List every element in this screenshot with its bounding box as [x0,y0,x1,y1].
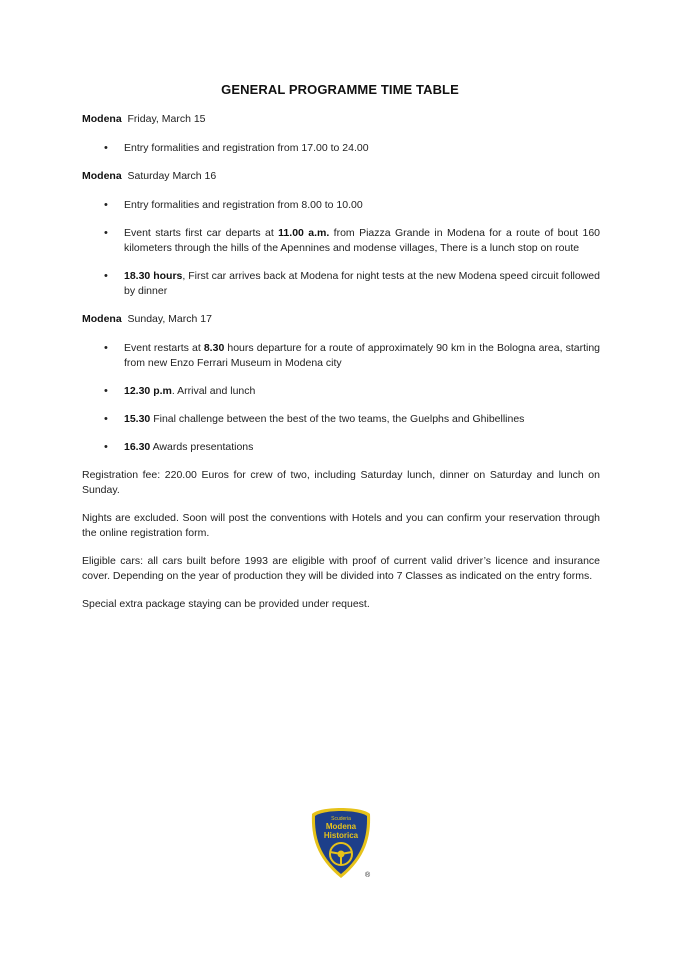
item-text: . Arrival and lunch [171,385,256,397]
list-item [82,341,600,371]
item-time: 18.30 hours [124,270,183,282]
nights-paragraph: Nights are excluded. Soon will post the conventions with Hotels and you can confirm your reservation through the online registration form. [82,512,600,539]
day-items [82,341,600,455]
day-place: Modena [82,113,122,125]
logo-line-2: Modena [325,822,357,831]
item-text: Entry formalities and registration from 17.00 to 24.00 [124,142,369,154]
day-heading [82,169,600,184]
bullet-icon: • [104,441,108,453]
logo-line-3: Historica [323,831,359,840]
bullet-icon: • [104,270,108,282]
item-text: , First car arrives back at Modena for night tests at the new Modena speed circuit followed by dinner [124,270,600,297]
bullet-icon: • [104,142,108,154]
item-time: 12.30 p.m [124,385,172,397]
list-item [82,412,600,427]
bullet-icon: • [104,342,108,354]
item-text: Final challenge between the best of the two teams, the Guelphs and Ghibellines [150,413,525,425]
list-item [82,269,600,299]
extra-package-paragraph: Special extra package staying can be provided under request. [82,598,370,610]
item-pre: Event restarts at [124,342,204,354]
bullet-icon: • [104,227,108,239]
list-item [82,198,600,213]
day-items [82,198,600,299]
list-item [82,384,600,399]
item-pre: Event starts first car departs at [124,227,279,239]
day-place: Modena [82,170,122,182]
item-text: Entry formalities and registration from 8.00 to 10.00 [124,199,363,211]
list-item [82,141,600,156]
logo-line-1: Scuderia [331,816,351,822]
registration-fee-paragraph: Registration fee: 220.00 Euros for crew of two, including Saturday lunch, dinner on Saturday and lunch on Sunday. [82,469,600,496]
item-text: Awards presentations [150,441,254,453]
bullet-icon: • [104,385,108,397]
list-item [82,226,600,256]
bullet-icon: • [104,413,108,425]
day-date: Saturday March 16 [127,170,217,182]
day-items [82,141,600,156]
eligible-cars-paragraph: Eligible cars: all cars built before 1993 are eligible with proof of current valid driver’s licence and insurance cover. Depending on the year of production they will be divided into 7 Classes as indicated on the entry forms. [82,555,600,582]
scuderia-modena-historica-logo [310,806,372,880]
item-time: 11.00 a.m. [278,227,330,239]
item-time: 16.30 [124,441,151,453]
document-body [82,112,600,625]
day-heading [82,112,600,127]
day-section-saturday [82,169,600,299]
registered-mark: ® [365,872,371,879]
item-text: hours departure for a route of approximately 90 km in the Bologna area, starting from new Enzo Ferrari Museum in Modena city [124,342,601,369]
day-section-sunday [82,312,600,455]
day-section-friday [82,112,600,156]
day-heading [82,312,600,327]
page-title: GENERAL PROGRAMME TIME TABLE [221,82,459,97]
list-item [82,440,600,455]
item-time: 15.30 [124,413,151,425]
day-date: Sunday, March 17 [127,313,212,325]
bullet-icon: • [104,199,108,211]
day-place: Modena [82,313,122,325]
item-text: from Piazza Grande in Modena for a route of bout 160 kilometers through the hills of the Apennines and modense villages, There is a lunch stop on route [124,227,601,254]
item-time: 8.30 [203,342,225,354]
day-date: Friday, March 15 [127,113,206,125]
